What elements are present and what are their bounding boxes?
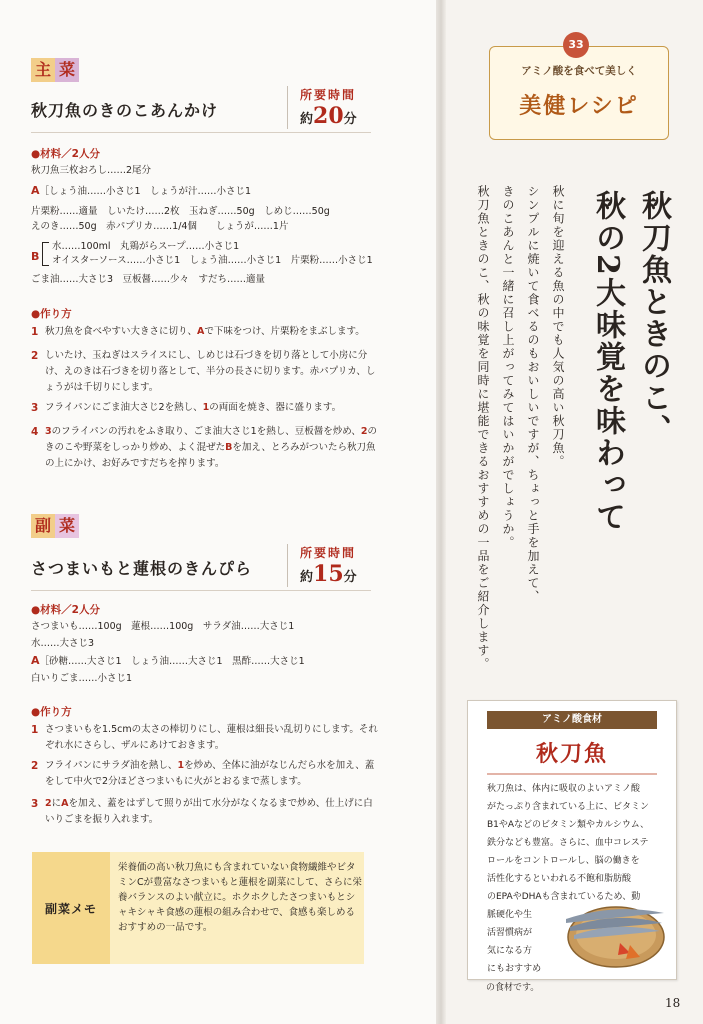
intro-line-1: 秋に旬を迎える魚の中でも人気の高い秋刀魚。 xyxy=(551,185,565,469)
page-spine xyxy=(436,0,446,1024)
main-time-box xyxy=(287,86,357,129)
card-divider xyxy=(487,773,657,775)
side-memo-text: 栄養価の高い秋刀魚にも含まれていない食物繊維やビタミンCが豊富なさつまいもと蓮根を副菜にして、さらに栄養バランスのよい献立に。ホクホクしたさつまいもとシャキシャキ食感の蓮根の組み合わせで、食感も楽しめるおすすめの一品です。 xyxy=(118,862,362,933)
card-text-line: にもおすすめ xyxy=(487,964,542,974)
ingredient-line: さつまいも……100g 蓮根……100g サラダ油……大さじ1 xyxy=(31,621,295,632)
ingredient-line: ごま油……大さじ3 豆板醤……少々 すだち……適量 xyxy=(31,274,266,285)
main-dish-tag xyxy=(31,58,79,82)
headline-line-2: 秋の2大味覚を味わって xyxy=(590,190,625,533)
side-step-3: 3 2にAを加え、蓋をはずして照りが出て水分がなくなるまで炒め、仕上げに白いりごまを振り入れます。 xyxy=(31,798,373,825)
main-steps-heading: ●作り方 xyxy=(31,308,72,320)
main-ingredients-heading: ●材料／2人分 xyxy=(31,148,100,160)
card-title: 秋刀魚 xyxy=(535,741,608,767)
ingredient-line: 片栗粉……適量 しいたけ……2枚 玉ねぎ……50g しめじ……50g xyxy=(31,206,330,217)
side-step-1: 1 さつまいもを1.5cmの太さの棒切りにし、蓮根は細長い乱切りにします。それぞれ水にさらし、ザルにあけておきます。 xyxy=(31,724,378,751)
main-dish-tag-char-2: 菜 xyxy=(55,58,79,82)
side-memo-box xyxy=(32,852,364,964)
side-dish-tag-char-2: 菜 xyxy=(55,514,79,538)
main-step-2: 2 しいたけ、玉ねぎはスライスにし、しめじは石づきを切り落として小房に分け、えのきは石づきを切り落として、半分の長さに切ります。赤パプリカ、しょうがは千切りにします。 xyxy=(31,350,376,393)
card-text-line: がたっぷり含まれている上に、ビタミン xyxy=(487,802,650,812)
main-step-4: 4 3のフライパンの汚れをふき取り、ごま油大さじ1を熱し、豆板醤を炒め、2のきのこや野菜をしっかり炒め、よく混ぜたBを加え、とろみがついたら秋刀魚の上にかけ、お好みですだちを搾ります。 xyxy=(31,426,377,469)
side-steps-heading: ●作り方 xyxy=(31,706,72,718)
headline-line-1: 秋刀魚ときのこ、 xyxy=(636,190,671,446)
card-text-line: 気になる方 xyxy=(487,946,533,956)
bracket-icon xyxy=(42,242,49,266)
main-step-1: 1 秋刀魚を食べやすい大きさに切り、Aで下味をつけ、片栗粉をまぶします。 xyxy=(31,326,365,338)
side-title-rule xyxy=(31,590,371,591)
series-badge xyxy=(489,46,669,140)
series-subtitle: アミノ酸を食べて美しく xyxy=(521,65,637,77)
series-number: 33 xyxy=(563,32,589,58)
card-text-line: の食材です。 xyxy=(486,983,540,993)
side-time-label: 所要時間 xyxy=(300,546,357,560)
main-dish-title: 秋刀魚のきのこあんかけ xyxy=(31,101,219,120)
card-text-line: 活習慣病が xyxy=(487,928,533,938)
ingredient-line: 白いりごま……小さじ1 xyxy=(31,673,133,684)
card-header: アミノ酸食材 xyxy=(487,711,657,729)
card-text-line: 鉄分なども豊富。さらに、血中コレステ xyxy=(487,838,649,848)
saury-plate-illustration xyxy=(560,883,666,973)
side-memo-label: 副菜メモ xyxy=(32,852,110,964)
group-b-letter: B xyxy=(31,250,40,263)
main-title-rule xyxy=(31,132,371,133)
card-text-line: 活性化するといわれる不飽和脂肪酸 xyxy=(487,874,632,884)
ingredient-line: 水……100ml 丸鶏がらスープ……小さじ1 xyxy=(52,241,240,252)
series-title: 美健レシピ xyxy=(519,93,639,119)
side-dish-tag xyxy=(31,514,79,538)
ingredient-line: えのき……50g 赤パプリカ……1/4個 しょうが……1片 xyxy=(31,221,289,232)
side-time-box xyxy=(287,544,357,587)
side-dish-tag-char-1: 副 xyxy=(31,514,55,538)
side-time-value: 約15分 xyxy=(300,561,357,587)
page-number: 18 xyxy=(665,996,681,1010)
intro-line-2: シンプルに焼いて食べるのもおいしいですが、ちょっと手を加えて、 xyxy=(526,185,540,604)
ingredient-card xyxy=(467,700,677,980)
ingredient-line: 秋刀魚三枚おろし……2尾分 xyxy=(31,165,152,176)
card-text-line: ロールをコントロールし、脳の働きを xyxy=(487,856,640,866)
card-text-line: 秋刀魚は、体内に吸収のよいアミノ酸 xyxy=(487,784,641,794)
main-dish-tag-char-1: 主 xyxy=(31,58,55,82)
card-text-line: B1やAなどのビタミン類やカルシウム、 xyxy=(487,820,650,830)
main-time-value: 約20分 xyxy=(300,103,357,129)
side-dish-title: さつまいもと蓮根のきんぴら xyxy=(31,559,253,578)
side-ingredients-heading: ●材料／2人分 xyxy=(31,604,100,616)
card-text-line: のEPAやDHAも含まれているため、動 xyxy=(487,892,641,902)
ingredient-line: オイスターソース……小さじ1 しょう油……小さじ1 片栗粉……小さじ1 xyxy=(52,255,373,266)
side-step-2: 2 フライパンにサラダ油を熱し、1を炒め、全体に油がなじんだら水を加え、蓋をして中火で2分ほどさつまいもに火がとおるまで蒸します。 xyxy=(31,760,375,787)
ingredient-line: 水……大さじ3 xyxy=(31,638,95,649)
main-time-label: 所要時間 xyxy=(300,88,357,102)
card-text-line: 脈硬化や生 xyxy=(487,910,533,920)
intro-line-4: 秋刀魚ときのこ、秋の味覚を同時に堪能できるおすすめの一品をご紹介します。 xyxy=(476,185,490,671)
ingredient-line: A［しょう油……小さじ1 しょうが汁……小さじ1 xyxy=(31,184,252,197)
intro-line-3: きのこあんと一緒に召し上がってみてはいかがでしょうか。 xyxy=(501,185,515,550)
ingredient-line: A［砂糖……大さじ1 しょう油……大さじ1 黒酢……大さじ1 xyxy=(31,654,305,667)
main-step-3: 3 フライパンにごま油大さじ2を熱し、1の両面を焼き、器に盛ります。 xyxy=(31,402,342,414)
